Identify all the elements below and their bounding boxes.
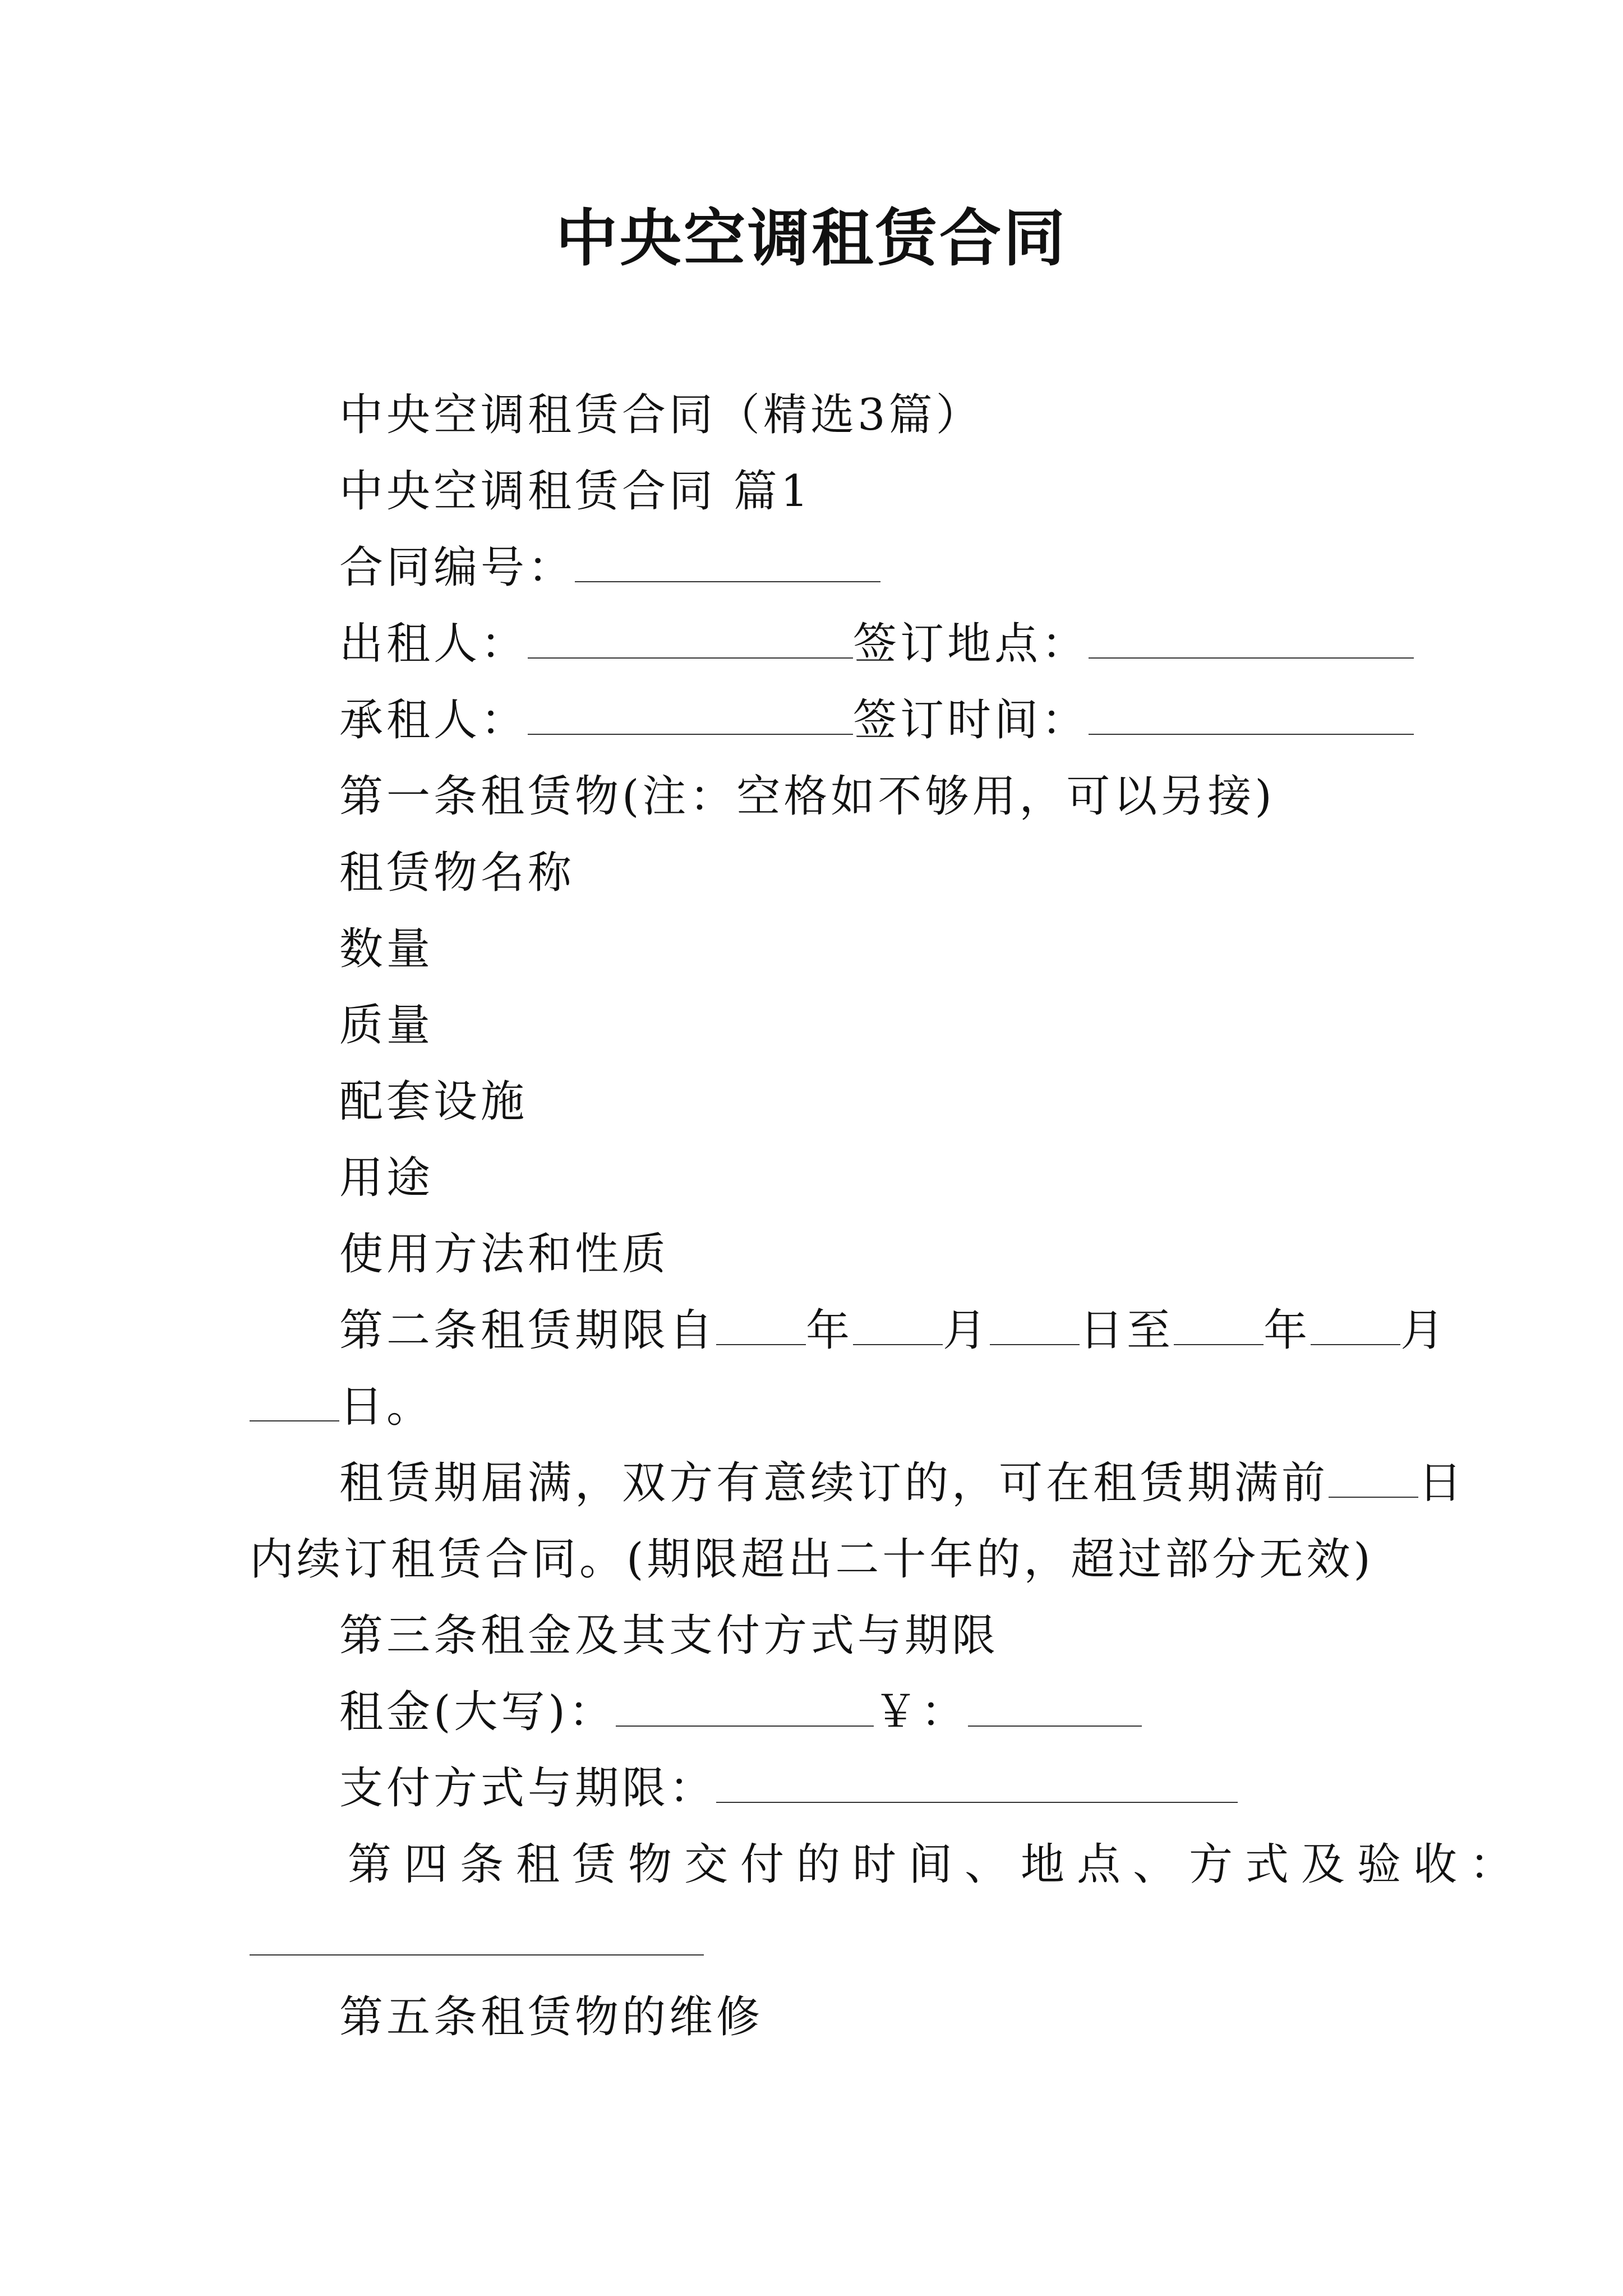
lessee-blank[interactable] — [528, 700, 853, 735]
article-2-row — [339, 1303, 1447, 1359]
month-label: 月 — [943, 1305, 990, 1356]
item-quality: 质量 — [339, 1000, 434, 1051]
subtitle: 中央空调租赁合同（精选3篇） — [339, 390, 983, 440]
lessor-blank[interactable] — [528, 624, 853, 659]
start-year-blank[interactable] — [716, 1310, 806, 1345]
article-3: 第三条租金及其支付方式与期限 — [339, 1611, 999, 1661]
contract-number-label: 合同编号： — [339, 542, 575, 593]
sign-place-blank[interactable] — [1089, 624, 1414, 659]
document-title: 中央空调租赁合同 — [556, 202, 1067, 274]
renew-day-label: 日 — [1418, 1458, 1466, 1508]
sign-time-blank[interactable] — [1089, 700, 1414, 735]
article-4-blank-row — [250, 1913, 704, 1969]
item-name: 租赁物名称 — [339, 848, 575, 898]
item-facilities: 配套设施 — [339, 1076, 528, 1127]
day-to-label: 日至 — [1080, 1305, 1174, 1356]
rent-amount-blank[interactable] — [968, 1692, 1142, 1727]
lessor-label: 出租人： — [339, 619, 528, 669]
contract-number-row — [339, 540, 880, 596]
end-year-blank[interactable] — [1174, 1310, 1264, 1345]
rent-label: 租金(大写)： — [339, 1687, 616, 1737]
sign-time-label: 签订时间： — [853, 695, 1089, 746]
item-quantity: 数量 — [339, 924, 434, 974]
article-2-label: 第二条租赁期限自 — [339, 1305, 717, 1356]
item-method: 使用方法和性质 — [339, 1229, 670, 1280]
article-2-end-row — [250, 1379, 434, 1435]
renew-text: 租赁期届满，双方有意续订的，可在租赁期满前 — [339, 1458, 1329, 1508]
lessee-row — [339, 692, 1414, 748]
lessor-row — [339, 616, 1414, 672]
contract-number-blank[interactable] — [575, 547, 880, 582]
renew-row — [339, 1455, 1465, 1511]
end-month-blank[interactable] — [1311, 1310, 1400, 1345]
day-end-label: 日。 — [339, 1382, 434, 1432]
yuan-label: ￥： — [873, 1687, 968, 1737]
payment-blank[interactable] — [716, 1768, 1238, 1803]
year-label: 年 — [806, 1305, 854, 1356]
payment-label: 支付方式与期限： — [339, 1763, 717, 1814]
rent-row — [339, 1684, 1142, 1740]
end-month-label: 月 — [1400, 1305, 1448, 1356]
part-heading: 中央空调租赁合同 篇1 — [339, 466, 812, 517]
renew-days-blank[interactable] — [1329, 1463, 1418, 1498]
item-use: 用途 — [339, 1153, 434, 1203]
payment-row — [339, 1760, 1238, 1816]
lessee-label: 承租人： — [339, 695, 528, 746]
renew-row-2: 内续订租赁合同。(期限超出二十年的，超过部分无效) — [250, 1534, 1374, 1585]
rent-words-blank[interactable] — [616, 1692, 874, 1727]
sign-place-label: 签订地点： — [853, 619, 1089, 669]
start-month-blank[interactable] — [853, 1310, 943, 1345]
article-4: 第四条租赁物交付的时间、地点、方式及验收： — [348, 1839, 1526, 1890]
start-day-blank[interactable] — [990, 1310, 1080, 1345]
article-1: 第一条租赁物(注：空格如不够用，可以另接) — [339, 771, 1275, 822]
article-4-blank[interactable] — [250, 1921, 704, 1955]
end-year-label: 年 — [1264, 1305, 1311, 1356]
end-day-blank[interactable] — [250, 1387, 339, 1421]
article-5: 第五条租赁物的维修 — [339, 1992, 764, 2042]
